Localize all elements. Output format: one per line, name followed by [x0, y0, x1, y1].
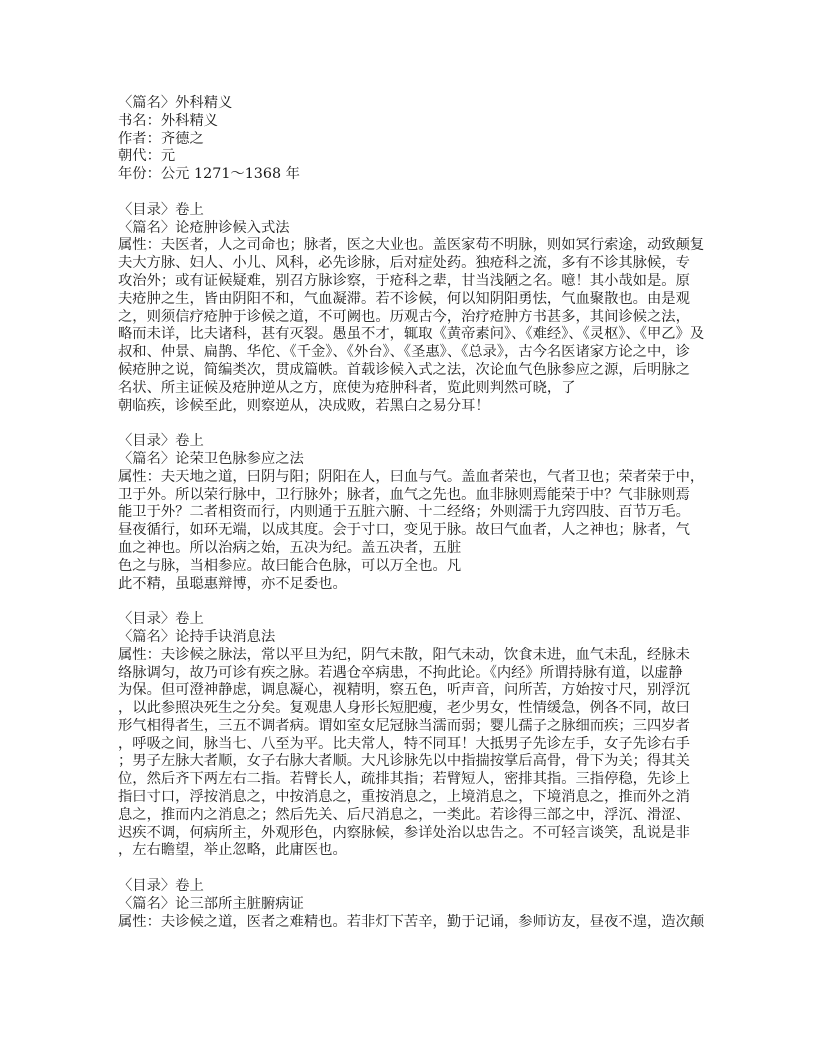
- catalog-label: 〈目录〉卷上: [118, 611, 204, 628]
- body-line: 迟疾不调，何病所主，外观形色，内察脉候，参详处治以忠告之。不可轻言谈笑，乱说是非: [118, 824, 690, 841]
- chapter-title: 〈篇名〉论持手诀消息法: [118, 628, 276, 645]
- author: 作者：齐德之: [118, 130, 204, 147]
- book-name: 书名：外科精义: [118, 112, 219, 129]
- body-line: 指曰寸口，浮按消息之，中按消息之，重按消息之，上境消息之，下境消息之，推而外之消: [118, 789, 690, 806]
- years: 年份：公元 1271～1368 年: [118, 166, 300, 183]
- body-line: 之，则须信疗疮肿于诊候之道，不可阙也。历观古今，治疗疮肿方书甚多，其间诊候之法，: [118, 308, 690, 325]
- chapter-title: 〈篇名〉论三部所主脏腑病证: [118, 895, 304, 912]
- header-title: 〈篇名〉外科精义: [118, 95, 233, 111]
- body-line: 位，然后齐下两左右二指。若臂长人，疏排其指；若臂短人，密排其指。三指停稳，先诊上: [118, 771, 690, 788]
- catalog-label: 〈目录〉卷上: [118, 201, 204, 218]
- body-line: 能卫于外？二者相资而行，内则通于五脏六腑、十二经络；外则濡于九窍四肢、百节万毛。: [118, 504, 690, 521]
- body-line: 卫于外。所以荣行脉中，卫行脉外；脉者，血气之先也。血非脉则焉能荣于中？气非脉则焉: [118, 486, 690, 503]
- body-line: 昼夜循行，如环无端，以成其度。会于寸口，变见于脉。故曰气血者，人之神也；脉者，气: [118, 522, 690, 539]
- body-line: ；男子左脉大者顺，女子右脉大者顺。大凡诊脉先以中指揣按掌后高骨，骨下为关；得其关: [118, 753, 690, 770]
- body-line: 血之神也。所以治病之始，五决为纪。盖五决者，五脏: [118, 539, 462, 556]
- spacer: [118, 593, 718, 611]
- dynasty: 朝代：元: [118, 148, 176, 165]
- document-page: [118, 95, 718, 931]
- chapter-title: 〈篇名〉论荣卫色脉参应之法: [118, 450, 304, 467]
- spacer: [118, 415, 718, 433]
- body-line: 色之与脉，当相参应。故曰能合色脉，可以万全也。凡: [118, 557, 462, 574]
- body-line: 息之，推而内之消息之；然后先关、后尺消息之，一类此。若诊得三部之中，浮沉、滑涩、: [118, 806, 690, 823]
- section-2: [118, 433, 718, 593]
- body-line: 此不精，虽聪惠辩博，亦不足委也。: [118, 575, 347, 592]
- spacer: [118, 860, 718, 878]
- catalog-label: 〈目录〉卷上: [118, 878, 204, 895]
- body-line: 略而未详，比夫诸科，甚有灭裂。愚虽不才，辄取《黄帝素问》、《难经》、《灵枢》、《甲乙》及: [118, 326, 705, 343]
- spacer: [118, 184, 718, 202]
- body-line: 络脉调匀，故乃可诊有疾之脉。若遇仓卒病患，不拘此论。《内经》所谓持脉有道，以虚静: [118, 664, 683, 681]
- body-line: 攻治外；或有证候疑难，别召方脉诊察，于疮科之辈，甘当浅陋之名。噫！其小哉如是。原: [118, 272, 690, 289]
- body-line: 为保。但可澄神静虑，调息凝心，视精明，察五色，听声音，问所苦，方始按寸尺，别浮沉: [118, 682, 690, 699]
- body-line: ，呼吸之间，脉当七、八至为平。比夫常人，特不同耳！大抵男子先诊左手，女子先诊右手: [118, 735, 690, 752]
- chapter-title: 〈篇名〉论疮肿诊候入式法: [118, 219, 290, 236]
- body-line: 夫大方脉、妇人、小儿、风科，必先诊脉，后对症处药。独疮科之流，多有不诊其脉候，专: [118, 255, 690, 272]
- body-line: 属性：夫诊候之道，医者之难精也。若非灯下苦辛，勤于记诵，参师访友，昼夜不遑，造次颠: [118, 913, 705, 930]
- section-3: [118, 611, 718, 860]
- body-line: 叔和、仲景、扁鹊、华佗、《千金》、《外台》、《圣惠》、《总录》，古今名医诸家方论之中，诊: [118, 344, 690, 361]
- section-4: [118, 878, 718, 931]
- body-line: 夫疮肿之生，皆由阴阳不和，气血凝滞。若不诊候，何以知阴阳勇怯，气血聚散也。由是观: [118, 290, 690, 307]
- body-line: ，左右瞻望，举止忽略，此庸医也。: [118, 842, 347, 859]
- body-line: 名状、所主证候及疮肿逆从之方，庶使为疮肿科者，览此则判然可晓，了: [118, 379, 576, 396]
- catalog-label: 〈目录〉卷上: [118, 433, 204, 450]
- body-line: 候疮肿之说，简编类次，贯成篇帙。首载诊候入式之法，次论血气色脉参应之源，后明脉之: [118, 361, 690, 378]
- section-1: [118, 202, 718, 416]
- body-line: ，以此参照决死生之分矣。复观患人身形长短肥瘦，老少男女，性情缓急，例各不同，故曰: [118, 700, 690, 717]
- body-line: 形气相得者生，三五不调者病。谓如室女尼冠脉当濡而弱；婴儿孺子之脉细而疾；三四岁者: [118, 717, 690, 734]
- body-line: 属性：夫医者，人之司命也；脉者，医之大业也。盖医家苟不明脉，则如冥行索途，动致颠复: [118, 237, 705, 254]
- body-line: 属性：夫天地之道，曰阴与阳；阴阳在人，曰血与气。盖血者荣也，气者卫也；荣者荣于中，: [118, 468, 705, 485]
- body-line: 属性：夫诊候之脉法，常以平旦为纪，阴气未散，阳气未动，饮食未进，血气未乱，经脉未: [118, 646, 690, 663]
- body-line: 朝临疾，诊候至此，则察逆从，决成败，若黑白之易分耳！: [118, 397, 490, 414]
